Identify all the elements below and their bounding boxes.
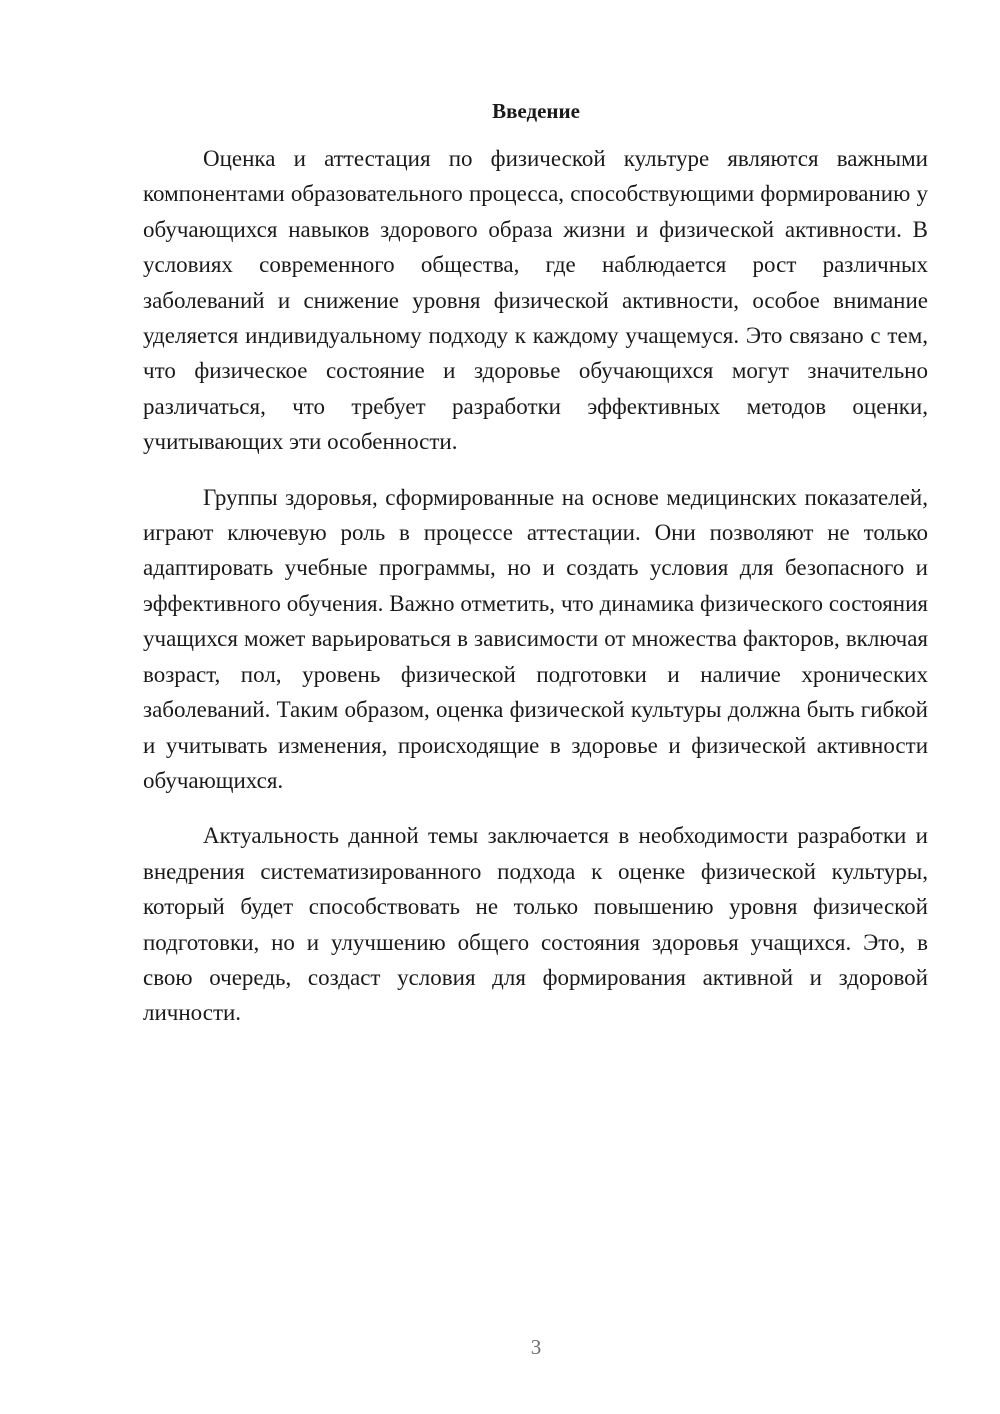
page-number: 3 — [530, 1335, 542, 1359]
paragraph-1: Оценка и аттестация по физической культуре являются важными компонентами образовательного процесса, способствующими формированию у обучающихся навыков здорового образа жизни и физической активности. В условиях современного общества, где наблюдается рост различных заболеваний и снижение уровня физической активности, особое внимание уделяется индивидуальному подходу к каждому учащемуся. Это связано с тем, что физическое состояние и здоровье обучающихся могут значительно различаться, что требует разработки эффективных методов оценки, учитывающих эти особенности. — [143, 146, 928, 455]
body-text — [143, 141, 928, 1051]
section-title: Введение — [492, 99, 580, 123]
paragraph-3: Актуальность данной темы заключается в необходимости разработки и внедрения систематизированного подхода к оценке физической культуры, который будет способствовать не только повышению уровня физической подготовки, но и улучшению общего состояния здоровья учащихся. Это, в свою очередь, создаст условия для формирования активной и здоровой личности. — [143, 823, 928, 1026]
paragraph-2: Группы здоровья, сформированные на основе медицинских показателей, играют ключевую роль в процессе аттестации. Они позволяют не только адаптировать учебные программы, но и создать условия для безопасного и эффективного обучения. Важно отметить, что динамика физического состояния учащихся может варьироваться в зависимости от множества факторов, включая возраст, пол, уровень физической подготовки и наличие хронических заболеваний. Таким образом, оценка физической культуры должна быть гибкой и учитывать изменения, происходящие в здоровье и физической активности обучающихся. — [143, 484, 928, 793]
